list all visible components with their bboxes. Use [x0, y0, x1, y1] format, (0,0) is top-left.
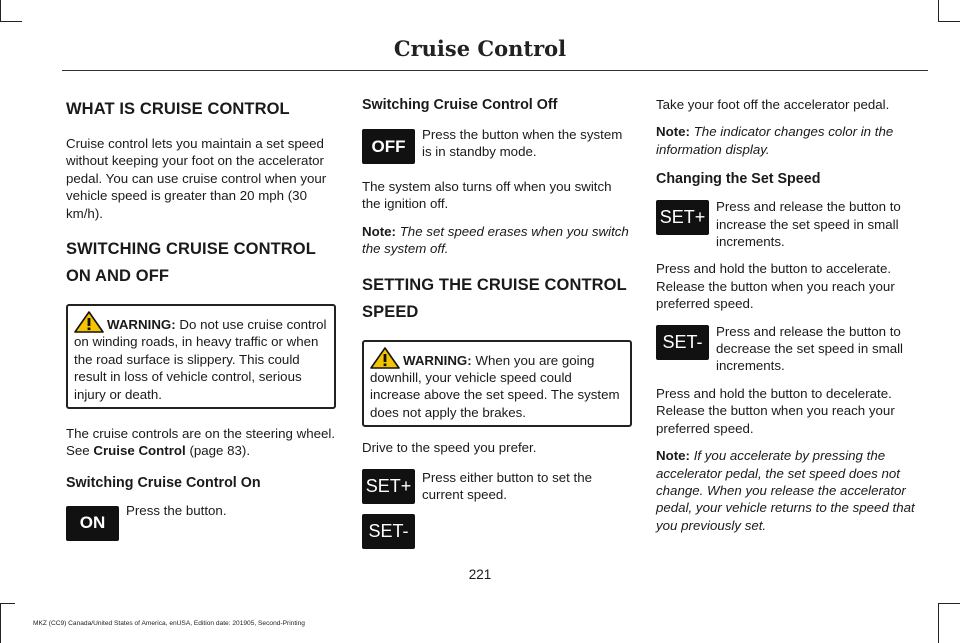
warning-paragraph: [74, 311, 328, 403]
on-button-row: [66, 502, 336, 542]
set-plus-button-icon: SET+: [362, 469, 415, 504]
crop-mark: [0, 603, 1, 643]
set-plus-button-icon: SET+: [656, 200, 709, 235]
warning-label: WARNING:: [403, 352, 472, 368]
column-2: [362, 96, 632, 565]
increase-row: [656, 198, 930, 250]
note-accelerate-paragraph: [656, 447, 930, 534]
note-label: Note:: [362, 223, 396, 239]
crop-mark: [0, 0, 1, 22]
crop-mark: [938, 21, 960, 22]
on-button-text: Press the button.: [126, 502, 227, 518]
set-button-stack: [362, 469, 415, 559]
note-text: The indicator changes color in the information display.: [656, 124, 894, 157]
crop-mark: [938, 603, 939, 643]
page-reference: (page 83).: [189, 443, 251, 459]
controls-paragraph: [66, 425, 336, 460]
warning-text: When you are going downhill, your vehicle speed could increase above the set speed. The system does not apply the brakes.: [370, 352, 620, 420]
set-minus-button-icon: SET-: [362, 514, 415, 549]
set-buttons-row: [362, 469, 632, 551]
decelerate-paragraph: Press and hold the button to decelerate. Release the button when you reach your preferred speed.: [656, 385, 895, 436]
warning-label: WARNING:: [107, 317, 176, 333]
heading-changing-set-speed: Changing the Set Speed: [656, 171, 821, 188]
decrease-row: [656, 323, 930, 375]
crop-mark: [0, 21, 22, 22]
note-label: Note:: [656, 124, 690, 140]
header-divider: [62, 70, 928, 71]
note-paragraph: [362, 223, 632, 258]
warning-box: [362, 340, 632, 428]
increase-text: Press and release the button to increase the set speed in small increments.: [716, 199, 901, 250]
warning-triangle-icon: [370, 347, 400, 369]
foot-paragraph: Take your foot off the accelerator pedal.: [656, 97, 890, 112]
warning-text: Do not use cruise control on winding roads, in heavy traffic or when the road surface is slippery. This could result in loss of vehicle control, serious injury or death.: [74, 317, 327, 402]
note-text: The set speed erases when you switch the system off.: [362, 223, 629, 257]
set-minus-button-icon: SET-: [656, 325, 709, 360]
ignition-paragraph: The system also turns off when you switch the ignition off.: [362, 179, 612, 212]
note-label: Note:: [656, 448, 690, 464]
warning-box: [66, 304, 336, 409]
off-button-text: Press the button when the system is in standby mode.: [422, 127, 623, 160]
intro-paragraph: Cruise control lets you maintain a set speed without keeping your foot on the accelerator pedal. You can use cruise control when your vehicle speed is greater than 20 mph (30 km/h).: [66, 136, 327, 221]
note-text: If you accelerate by pressing the accelerator pedal, the set speed does not change. When you release the accelerator pedal, your vehicle returns to the speed that you previously set.: [656, 448, 915, 533]
decrease-text: Press and release the button to decrease the set speed in small increments.: [716, 323, 904, 374]
crop-mark: [0, 603, 15, 604]
heading-switching: SWITCHING CRUISE CONTROL ON AND OFF: [66, 240, 316, 286]
page-title: Cruise Control: [393, 36, 567, 61]
off-button-icon: OFF: [362, 129, 415, 164]
footer-edition: MKZ (CC9) Canada/United States of America, enUSA, Edition date: 201905, Second-Printing: [33, 620, 305, 627]
heading-switching-off: Switching Cruise Control Off: [362, 97, 558, 113]
warning-triangle-icon: [74, 311, 104, 333]
off-button-row: [362, 126, 632, 166]
crop-mark: [938, 0, 939, 22]
accelerate-paragraph: Press and hold the button to accelerate. Release the button when you reach your preferred speed.: [656, 261, 895, 312]
heading-setting-speed: SETTING THE CRUISE CONTROL SPEED: [362, 275, 627, 321]
warning-paragraph: [370, 347, 624, 422]
controls-text: The cruise controls are on the steering wheel. See: [66, 426, 336, 459]
drive-paragraph: Drive to the speed you prefer.: [362, 440, 537, 456]
column-1: [66, 96, 336, 556]
cruise-control-link[interactable]: Cruise Control: [93, 443, 186, 459]
heading-switching-on: Switching Cruise Control On: [66, 474, 261, 491]
on-button-icon: ON: [66, 506, 119, 541]
crop-mark: [938, 603, 960, 604]
set-speed-text: Press either button to set the current speed.: [422, 469, 593, 503]
note-indicator-paragraph: [656, 123, 930, 158]
heading-what-is-cruise-control: WHAT IS CRUISE CONTROL: [66, 100, 290, 118]
page-number: 221: [468, 567, 492, 582]
column-3: [656, 96, 930, 544]
